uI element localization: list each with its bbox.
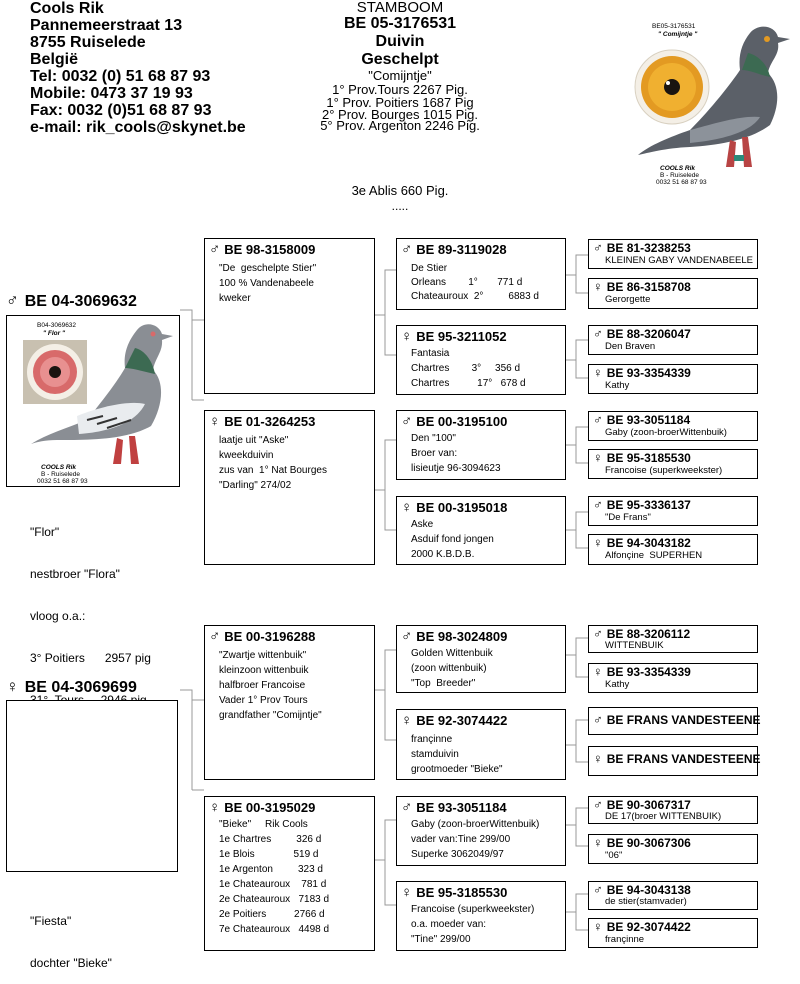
pigeon-illustration-father	[7, 316, 179, 486]
female-symbol-icon: ♀	[593, 919, 603, 934]
female-symbol-icon: ♀	[6, 677, 19, 696]
pigeon-ring: BE 95-3185530	[606, 451, 691, 465]
gen4-box-6: ♀ BE 95-3185530 Francoise (superkweekster)	[588, 449, 758, 479]
owner-name: Cools Rik	[30, 0, 104, 17]
male-symbol-icon: ♂	[593, 240, 603, 255]
pigeon-ring: BE 00-3195100	[416, 414, 508, 429]
male-symbol-icon: ♂	[401, 628, 413, 645]
pigeon-ring: BE 98-3158009	[224, 242, 316, 257]
gen3-box-1: ♂ BE 89-3119028 De Stier Orleans 1° 771 d Chateauroux 2° 6883 d	[396, 238, 566, 310]
pigeon-ring: BE 93-3354339	[606, 665, 691, 679]
father-photo-ring: B04-3069632	[37, 322, 77, 329]
pigeon-ring: BE 00-3195029	[224, 800, 316, 815]
male-symbol-icon: ♂	[593, 797, 603, 812]
mother-photo-placeholder	[6, 700, 178, 872]
father-description: "Flor" nestbroer "Flora" vloog o.a.: 3° Poitiers 2957 pig	[30, 525, 151, 665]
pigeon-ring: BE 92-3074422	[416, 713, 508, 728]
female-symbol-icon: ♀	[401, 712, 413, 729]
pigeon-ring: BE 90-3067306	[606, 836, 691, 850]
pigeon-ring: BE FRANS VANDESTEENE	[606, 713, 761, 727]
main-photo-name: " Comijntje "	[658, 31, 698, 38]
gen4-box-10: ♀ BE 93-3354339 Kathy	[588, 663, 758, 693]
main-dots: .....	[391, 199, 409, 213]
pigeon-ring: BE 93-3051184	[606, 413, 691, 427]
male-symbol-icon: ♂	[209, 628, 221, 645]
main-result-4: 5° Prov. Argenton 2246 Pig.	[320, 118, 480, 133]
pigeon-ring: BE 00-3195018	[416, 500, 508, 515]
gen3-box-7: ♂ BE 93-3051184 Gaby (zoon-broerWittenbuik) vader van:Tine 299/00 Superke 3062049/97	[396, 796, 566, 866]
female-symbol-icon: ♀	[593, 751, 603, 766]
owner-fax: Fax: 0032 (0)51 68 87 93	[30, 102, 212, 119]
pigeon-ring: BE 95-3211052	[416, 329, 507, 344]
pigeon-ring: BE 94-3043182	[606, 536, 691, 550]
main-photo-caption-2: B - Ruiselede	[660, 172, 700, 179]
male-symbol-icon: ♂	[209, 241, 221, 258]
pigeon-ring: BE 81-3238253	[606, 241, 691, 255]
owner-tel: Tel: 0032 (0) 51 68 87 93	[30, 68, 211, 85]
gen4-box-16: ♀ BE 92-3074422 françinne	[588, 918, 758, 948]
pigeon-ring: BE 93-3051184	[416, 800, 507, 815]
father-ring: ♂ BE 04-3069632	[6, 291, 137, 310]
main-photo-ring: BE05-3176531	[652, 23, 696, 30]
male-symbol-icon: ♂	[593, 497, 603, 512]
pigeon-ring: BE 88-3206112	[606, 627, 691, 641]
female-symbol-icon: ♀	[593, 664, 603, 679]
page-title: STAMBOOM	[356, 0, 444, 16]
female-symbol-icon: ♀	[593, 365, 603, 380]
male-symbol-icon: ♂	[6, 291, 19, 310]
female-symbol-icon: ♀	[401, 328, 413, 345]
pigeon-ring: BE 94-3043138	[606, 883, 691, 897]
main-result-2: 1° Prov. Poitiers 1687 Pig	[326, 95, 474, 110]
mother-description: "Fiesta" dochter "Bieke"	[30, 914, 112, 970]
gen4-box-13: ♂ BE 90-3067317 DE 17(broer WITTENBUIK)	[588, 796, 758, 824]
gen4-box-1: ♂ BE 81-3238253 KLEINEN GABY VANDENABEELE	[588, 239, 758, 269]
gen2-box-4: ♀ BE 00-3195029 "Bieke" Rik Cools 1e Chartres 326 d 1e Blois 519 d 1e Argenton 323 d 1e Chateauroux 781 d 2e Chateauroux 7183 d 2e Poitiers 2766 d 7e Chateauroux 4498 d	[204, 796, 375, 951]
female-symbol-icon: ♀	[209, 413, 221, 430]
gen4-box-15: ♂ BE 94-3043138 de stier(stamvader)	[588, 881, 758, 910]
male-symbol-icon: ♂	[593, 412, 603, 427]
gen4-box-11	[588, 707, 761, 735]
gen4-box-2: ♀ BE 86-3158708 Gerorgette	[588, 278, 758, 309]
female-symbol-icon: ♀	[593, 450, 603, 465]
male-symbol-icon: ♂	[593, 626, 603, 641]
pigeon-ring: BE FRANS VANDESTEENE	[606, 752, 761, 766]
gen3-box-6: ♀ BE 92-3074422 françinne stamduivin grootmoeder "Bieke"	[396, 709, 566, 780]
gen4-box-8: ♀ BE 94-3043182 Alfonçine SUPERHEN	[588, 534, 758, 565]
female-symbol-icon: ♀	[593, 835, 603, 850]
pigeon-ring: BE 88-3206047	[606, 327, 691, 341]
gen4-box-14: ♀ BE 90-3067306 "06"	[588, 834, 758, 864]
male-symbol-icon: ♂	[401, 413, 413, 430]
main-name: "Comijntje"	[368, 68, 432, 83]
main-result-3: 2° Prov. Bourges 1015 Pig.	[322, 107, 478, 122]
male-symbol-icon: ♂	[593, 882, 603, 897]
father-photo	[6, 315, 180, 487]
gen4-box-3: ♂ BE 88-3206047 Den Braven	[588, 325, 758, 355]
gen4-box-9: ♂ BE 88-3206112 WITTENBUIK	[588, 625, 758, 653]
pigeon-ring: BE 98-3024809	[416, 629, 508, 644]
male-symbol-icon: ♂	[593, 712, 603, 727]
father-photo-caption-2: B - Ruiselede	[41, 471, 81, 478]
gen3-box-4: ♀ BE 00-3195018 Aske Asduif fond jongen 2000 K.B.D.B.	[396, 496, 566, 565]
owner-street: Pannemeerstraat 13	[30, 17, 183, 34]
main-extra-result: 3e Ablis 660 Pig.	[351, 183, 449, 198]
gen4-box-7: ♂ BE 95-3336137 "De Frans"	[588, 496, 758, 526]
male-symbol-icon: ♂	[593, 326, 603, 341]
gen4-box-4: ♀ BE 93-3354339 Kathy	[588, 364, 758, 394]
gen3-box-5: ♂ BE 98-3024809 Golden Wittenbuik (zoon wittenbuik) "Top Breeder"	[396, 625, 566, 693]
pigeon-ring: BE 92-3074422	[606, 920, 691, 934]
pigeon-ring: BE 95-3185530	[416, 885, 508, 900]
main-photo-caption-3: 0032 51 68 87 93	[656, 179, 707, 186]
female-symbol-icon: ♀	[401, 499, 413, 516]
main-photo-caption-1: COOLS Rik	[660, 165, 696, 172]
father-photo-caption-1: COOLS Rik	[41, 464, 77, 471]
gen3-box-8: ♀ BE 95-3185530 Francoise (superkweekster) o.a. moeder van: "Tine" 299/00	[396, 881, 566, 951]
gen3-box-3: ♂ BE 00-3195100 Den "100" Broer van: lisieutje 96-3094623	[396, 410, 566, 480]
pigeon-ring: BE 95-3336137	[606, 498, 691, 512]
main-color: Geschelpt	[361, 51, 439, 68]
male-symbol-icon: ♂	[401, 799, 413, 816]
female-symbol-icon: ♀	[593, 535, 603, 550]
female-symbol-icon: ♀	[593, 279, 603, 294]
pigeon-ring: BE 93-3354339	[606, 366, 691, 380]
gen2-box-2: ♀ BE 01-3264253 laatje uit "Aske" kweekduivin zus van 1° Nat Bourges "Darling" 274/02	[204, 410, 375, 565]
main-result-1: 1° Prov.Tours 2267 Pig.	[332, 82, 468, 97]
female-symbol-icon: ♀	[401, 884, 413, 901]
owner-mobile: Mobile: 0473 37 19 93	[30, 85, 193, 102]
pigeon-ring: BE 86-3158708	[606, 280, 691, 294]
pigeon-ring: BE 00-3196288	[224, 629, 316, 644]
pigeon-ring: BE 90-3067317	[606, 798, 691, 812]
male-symbol-icon: ♂	[401, 241, 413, 258]
female-symbol-icon: ♀	[209, 799, 221, 816]
father-photo-caption-3: 0032 51 68 87 93	[37, 478, 88, 485]
owner-email: e-mail: rik_cools@skynet.be	[30, 119, 246, 136]
pigeon-ring: BE 01-3264253	[224, 414, 316, 429]
owner-city: 8755 Ruiselede	[30, 34, 146, 51]
main-sex: Duivin	[375, 33, 425, 50]
pigeon-ring: BE 89-3119028	[416, 242, 507, 257]
owner-country: België	[30, 51, 79, 68]
gen4-box-12	[588, 746, 761, 776]
main-ring: BE 05-3176531	[343, 15, 457, 32]
gen2-box-1: ♂ BE 98-3158009 "De geschelpte Stier" 100 % Vandenabeele kweker	[204, 238, 375, 394]
father-photo-name: " Flor "	[43, 330, 66, 337]
gen4-box-5: ♂ BE 93-3051184 Gaby (zoon-broerWittenbuik)	[588, 411, 758, 441]
gen2-box-3: ♂ BE 00-3196288 "Zwartje wittenbuik" kleinzoon wittenbuik halfbroer Francoise Vader 1° Prov Tours grandfather "Comijntje"	[204, 625, 375, 780]
gen3-box-2: ♀ BE 95-3211052 Fantasia Chartres 3° 356 d Chartres 17° 678 d	[396, 325, 566, 395]
mother-ring: ♀ BE 04-3069699	[6, 677, 137, 696]
